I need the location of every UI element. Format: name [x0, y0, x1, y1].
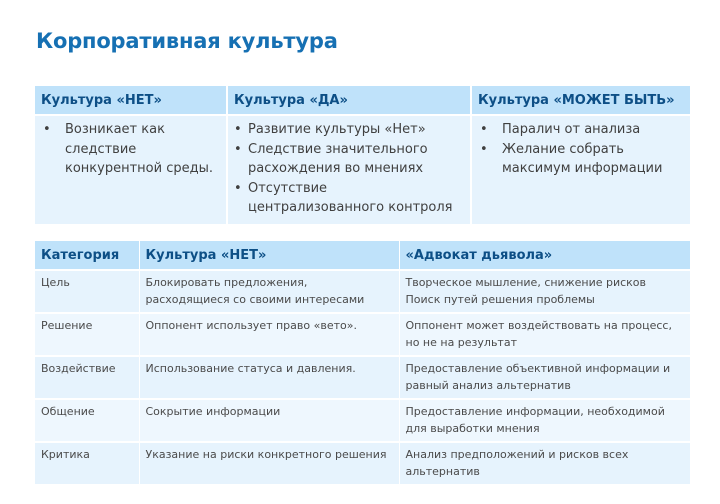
yes-culture-list: [232, 120, 466, 218]
list-item-text: Следствие значительного расхождения во мнениях: [248, 141, 428, 176]
no-culture-cell: Блокировать предложения, расходящиеся со своими интересами: [139, 270, 399, 313]
bullet-icon: •: [43, 122, 51, 137]
list-item: [232, 140, 466, 179]
list-item: [476, 140, 686, 179]
list-item-text: Возникает как следствие конкурентной среды.: [65, 122, 213, 176]
category-cell: Критика: [35, 442, 139, 484]
bullet-icon: •: [234, 122, 242, 137]
category-cell: Воздействие: [35, 356, 139, 399]
header-no-culture: Культура «НЕТ»: [139, 241, 399, 270]
table-row: [35, 270, 690, 313]
maybe-culture-list: [476, 120, 686, 179]
devils-advocate-cell: Анализ предположений и рисков всех альтернатив: [399, 442, 690, 484]
bullet-icon: •: [234, 141, 242, 157]
list-item-text: Развитие культуры «Нет»: [248, 122, 426, 137]
list-item-text: Отсутствие централизованного контроля: [248, 180, 453, 215]
culture-types-table: [35, 86, 690, 224]
header-yes-culture: Культура «ДА»: [227, 86, 471, 115]
devils-advocate-cell: Предоставление объективной информации и равный анализ альтернатив: [399, 356, 690, 399]
culture-table-body-row: [35, 115, 690, 224]
list-item: [39, 120, 222, 179]
bullet-icon: •: [480, 122, 488, 137]
list-item-text: Паралич от анализа: [502, 122, 641, 137]
category-cell: Цель: [35, 270, 139, 313]
yes-culture-cell: [227, 115, 471, 224]
list-item-text: Желание собрать максимум информации: [502, 141, 663, 176]
list-item: [232, 120, 466, 140]
devils-advocate-cell: [399, 270, 690, 313]
category-cell: Решение: [35, 313, 139, 356]
header-no-culture: Культура «НЕТ»: [35, 86, 227, 115]
devils-advocate-cell: Предоставление информации, необходимой для выработки мнения: [399, 399, 690, 442]
header-devils-advocate: «Адвокат дьявола»: [399, 241, 690, 270]
maybe-culture-cell: [471, 115, 690, 224]
comparison-table: [35, 241, 690, 484]
comparison-header-row: [35, 241, 690, 270]
devils-advocate-line: Поиск путей решения проблемы: [405, 292, 595, 306]
table-row: [35, 442, 690, 484]
no-culture-list: [39, 120, 222, 179]
header-maybe-culture: Культура «МОЖЕТ БЫТЬ»: [471, 86, 690, 115]
table-row: [35, 313, 690, 356]
table-row: [35, 356, 690, 399]
table-row: [35, 399, 690, 442]
page-title: Корпоративная культура: [36, 29, 338, 53]
culture-table-header-row: [35, 86, 690, 115]
list-item: [232, 179, 466, 218]
header-category: Категория: [35, 241, 139, 270]
no-culture-cell: Использование статуса и давления.: [139, 356, 399, 399]
bullet-icon: •: [480, 141, 488, 157]
category-cell: Общение: [35, 399, 139, 442]
no-culture-cell: Сокрытие информации: [139, 399, 399, 442]
devils-advocate-line: Творческое мышление, снижение рисков: [405, 276, 647, 289]
devils-advocate-cell: Оппонент может воздействовать на процесс, но не на результат: [399, 313, 690, 356]
list-item: [476, 120, 686, 140]
bullet-icon: •: [234, 180, 242, 196]
no-culture-cell: [35, 115, 227, 224]
no-culture-cell: Оппонент использует право «вето».: [139, 313, 399, 356]
no-culture-cell: Указание на риски конкретного решения: [139, 442, 399, 484]
